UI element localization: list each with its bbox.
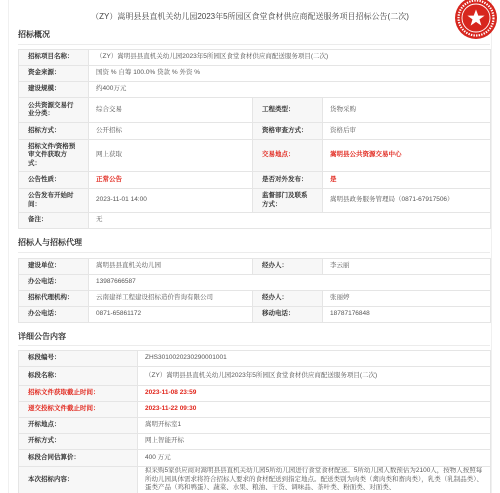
contract-price-value: 400 万元 [138,450,491,467]
agency-contact-label: 经办人： [253,291,323,307]
owner-phone-label: 办公电话： [19,275,89,291]
table-row [19,275,491,291]
doc-deadline-value: 2023-11-08 23:59 [138,386,491,402]
owner-label: 建设单位： [19,259,89,275]
remarks-label: 备注： [19,213,89,229]
tender-method-label: 招标方式： [19,123,89,140]
content-label: 本次招标内容： [19,467,138,493]
contract-price-label: 标段合同估算价： [19,450,138,467]
section-heading-details: 详细公告内容 [18,332,66,341]
venue-label: 交易地点： [253,140,323,172]
table-row [19,291,491,307]
content-value: 拟采购5家供应商对嵩明县县直机关幼儿园5所幼儿园进行食堂食材配送。5所幼儿园人数预估为2100人，按物人按照每所幼儿园具体需求将符合招标人要求的食材配送到指定地点。配送类别为肉类（禽肉类和畜肉类），乳类（乳制品类）、蛋类产品（鸡和鸭蛋）、蔬菜、水果、粮油、干货、调味品、茶叶类、粉面类、对面类、 [145,467,483,491]
doc-deadline-label: 招标文件获取截止时间： [19,386,138,402]
table-row [19,402,491,418]
published-value: 是 [323,172,491,189]
details-table [18,350,491,493]
open-place-value: 嵩明开标室1 [138,418,491,434]
project-name-value: （ZY）嵩明县县直机关幼儿园2023年5所园区食堂食材供应商配送服务项目(二次) [89,50,491,66]
fund-source-label: 资金来源： [19,66,89,82]
notice-type-value: 正常公告 [89,172,253,189]
parties-table [18,258,491,323]
supervisor-value: 嵩明县政务服务管理局（0871-67917506） [323,189,491,213]
agency-value: 云南建祥工程建设招标造价咨询有限公司 [89,291,253,307]
doc-access-value: 网上获取 [89,140,253,172]
project-type-value: 货物采购 [323,98,491,123]
notice-type-label: 公告性质： [19,172,89,189]
review-method-label: 资格审查方式： [253,123,323,140]
table-row [19,123,491,140]
supervisor-label: 监督部门及联系方式： [253,189,323,213]
table-row [19,450,491,467]
overview-table [18,49,491,229]
section-heading-parties: 招标人与招标代理 [18,238,82,247]
tender-method-value: 公开招标 [89,123,253,140]
bid-deadline-value: 2023-11-22 09:30 [138,402,491,418]
agency-contact-value: 张丽婷 [323,291,491,307]
section-name-value: （ZY）嵩明县县直机关幼儿园2023年5所园区食堂食材供应商配送服务项目(二次) [138,367,491,386]
table-row [19,351,491,367]
owner-value: 嵩明县县直机关幼儿园 [89,259,253,275]
table-row [19,172,491,189]
published-label: 是否对外发布： [253,172,323,189]
project-type-label: 工程类型： [253,98,323,123]
open-method-label: 开标方式： [19,434,138,450]
scale-value: 约400万元 [89,82,491,98]
agency-phone-label: 办公电话： [19,307,89,323]
section-divider [18,252,490,253]
table-row [19,307,491,323]
venue-value: 嵩明县公共资源交易中心 [323,140,491,172]
content-cell [138,467,491,493]
open-method-value: 网上智能开标 [138,434,491,450]
section-divider [18,44,490,45]
fund-source-value: 国资 % 自筹 100.0% 贷款 % 外资 % [89,66,491,82]
table-row [19,82,491,98]
agency-phone-value: 0871-65861172 [89,307,253,323]
table-row [19,418,491,434]
review-method-value: 资格后审 [323,123,491,140]
section-heading-overview: 招标概况 [18,30,50,39]
bid-deadline-label: 递交投标文件截止时间： [19,402,138,418]
table-row [19,367,491,386]
table-row [19,467,491,493]
page-title: （ZY）嵩明县县直机关幼儿园2023年5所园区食堂食材供应商配送服务项目招标公告(二次) [91,12,409,21]
agency-mobile-label: 移动电话： [253,307,323,323]
agency-label: 招标代理机构： [19,291,89,307]
table-row [19,434,491,450]
table-row [19,98,491,123]
start-time-label: 公告发布开始时间： [19,189,89,213]
owner-contact-value: 李云丽 [323,259,491,275]
table-row [19,66,491,82]
section-name-label: 标段名称： [19,367,138,386]
section-code-label: 标段编号： [19,351,138,367]
industry-label: 公共资源交易行业分类： [19,98,89,123]
doc-access-label: 招标文件/资格预审文件获取方式： [19,140,89,172]
table-row [19,140,491,172]
industry-value: 综合交易 [89,98,253,123]
table-row [19,259,491,275]
agency-mobile-value: 18787176848 [323,307,491,323]
owner-phone-value: 13987666587 [89,275,491,291]
project-name-label: 招标项目名称： [19,50,89,66]
table-row [19,189,491,213]
remarks-value: 无 [89,213,491,229]
table-row [19,213,491,229]
seal-icon [454,0,498,40]
table-row [19,50,491,66]
start-time-value: 2023-11-01 14:00 [89,189,253,213]
section-divider [18,345,490,346]
scale-label: 建设规模： [19,82,89,98]
table-row [19,386,491,402]
open-place-label: 开标地点： [19,418,138,434]
section-code-value: ZHS3010020230290001001 [138,351,491,367]
owner-contact-label: 经办人： [253,259,323,275]
